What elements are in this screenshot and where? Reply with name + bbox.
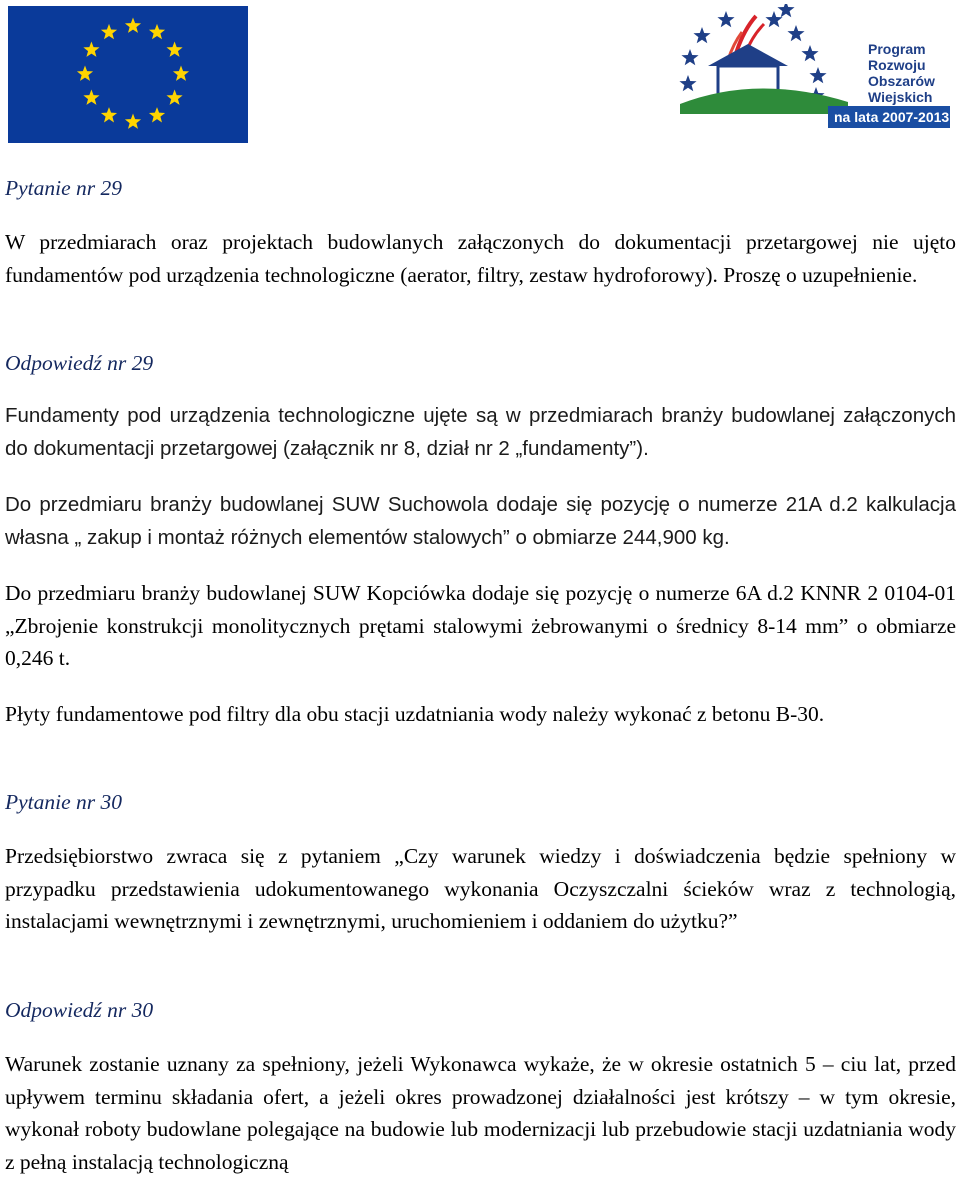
prow-star-icon: [787, 25, 804, 41]
prow-star-icon: [777, 4, 794, 17]
prow-star-icon: [717, 11, 734, 27]
prow-star-icon: [765, 11, 782, 27]
prow-star-icon: [681, 49, 698, 65]
eu-flag-icon: [8, 6, 248, 143]
prow-line-4: Wiejskich: [868, 89, 933, 105]
answer-29-paragraph-2: Do przedmiaru branży budowlanej SUW Suchowola dodaje się pozycję o numerze 21A d.2 kalkulacja własna „ zakup i montaż różnych elementów stalowych” o obmiarze 244,900 kg.: [5, 493, 956, 549]
answer-29-paragraph-4: Płyty fundamentowe pod filtry dla obu stacji uzdatniania wody należy wykonać z betonu B-30.: [5, 702, 825, 726]
answer-30-title: Odpowiedź nr 30: [5, 998, 154, 1022]
question-30-title: Pytanie nr 30: [5, 790, 123, 814]
prow-star-icon: [679, 75, 696, 91]
answer-29-title: Odpowiedź nr 29: [5, 351, 154, 375]
answer-30-body: Warunek zostanie uznany za spełniony, jeżeli Wykonawca wykaże, że w okresie ostatnich 5 – ciu lat, przed upływem terminu składania ofert, a jeżeli okres prowadzonej działalności jest krótszy – w tym okresie, wykonał roboty budowlane polegające na budowie lub modernizacji lub przebudowie stacji uzdatniania wody z pełną instalacją technologiczną: [5, 1052, 956, 1174]
prow-line-2: Rozwoju: [868, 57, 926, 73]
prow-years: na lata 2007-2013: [834, 109, 950, 125]
answer-29-paragraph-1: Fundamenty pod urządzenia technologiczne ujęte są w przedmiarach branży budowlanej załączonych do dokumentacji przetargowej (załącznik nr 8, dział nr 2 „fundamenty”).: [5, 404, 956, 460]
prow-star-icon: [693, 27, 710, 43]
prow-star-icon: [809, 67, 826, 83]
prow-star-icon: [801, 45, 818, 61]
prow-line-3: Obszarów: [868, 73, 935, 89]
prow-logo-icon: [668, 4, 950, 132]
question-30-body: Przedsiębiorstwo zwraca się z pytaniem „Czy warunek wiedzy i doświadczenia będzie spełniony w przypadku przedstawienia udokumentowanego wykonania Oczyszczalni ścieków wraz z technologią, instalacjami wewnętrznymi i zewnętrznymi, uruchomieniem i oddaniem do użytku?”: [5, 844, 956, 933]
question-29-body: W przedmiarach oraz projektach budowlanych załączonych do dokumentacji przetargowej nie ujęto fundamentów pod urządzenia technologiczne (aerator, filtry, zestaw hydroforowy). Proszę o uzupełnienie.: [5, 230, 956, 287]
prow-line-1: Program: [868, 41, 926, 57]
answer-29-paragraph-3: Do przedmiaru branży budowlanej SUW Kopciówka dodaje się pozycję o numerze 6A d.2 KNNR 2 0104-01 „Zbrojenie konstrukcji monolitycznych prętami stalowymi żebrowanymi o średnicy 8-14 mm” o obmiarze 0,246 t.: [5, 581, 956, 670]
question-29-title: Pytanie nr 29: [5, 176, 123, 200]
